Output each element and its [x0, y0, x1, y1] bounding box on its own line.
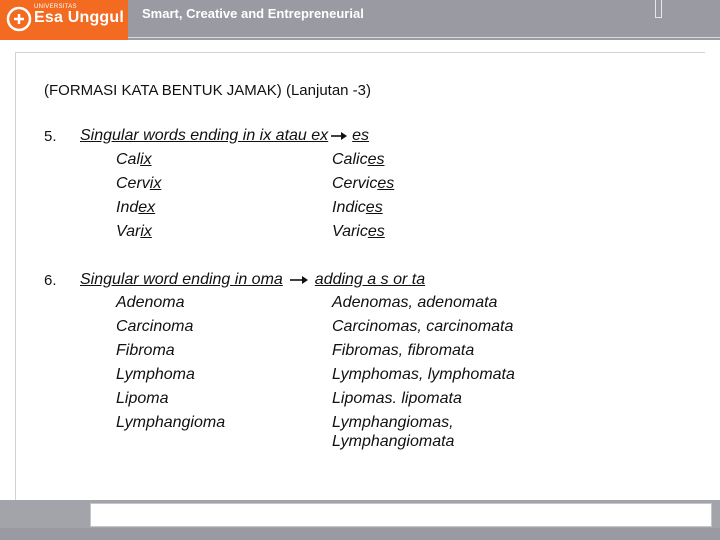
singular-varix: Varix [116, 223, 152, 240]
logo-name: Esa Unggul [34, 9, 125, 26]
section-5-number: 5. [44, 128, 57, 145]
plural-term-continuation: Lymphangiomata [332, 433, 455, 450]
plural-calices: Calices [332, 151, 385, 168]
plural-indices: Indices [332, 199, 383, 216]
plural-term: Carcinomas, carcinomata [332, 318, 514, 335]
plural-varices: Varices [332, 223, 385, 240]
right-arrow-icon [286, 275, 312, 285]
logo-subtext: UNIVERSITAS [34, 4, 77, 10]
section-6-heading-left: Singular word ending in oma [80, 271, 283, 288]
plural-term: Lymphangiomas, [332, 414, 454, 431]
right-arrow-icon [331, 131, 349, 141]
plural-cervices: Cervices [332, 175, 395, 192]
section-6-heading [80, 271, 425, 289]
singular-term: Lymphangioma [116, 414, 226, 431]
plural-term: Lipomas. lipomata [332, 390, 462, 407]
section-6-number: 6. [44, 272, 57, 289]
frame-left-line [15, 52, 16, 517]
singular-term: Fibroma [116, 342, 175, 359]
slide-title: (FORMASI KATA BENTUK JAMAK) (Lanjutan -3) [44, 82, 372, 99]
university-logo [0, 0, 128, 40]
plural-term: Lymphomas, lymphomata [332, 366, 515, 383]
footer-panel [90, 503, 712, 527]
plural-term: Fibromas, fibromata [332, 342, 475, 359]
plural-term: Adenomas, adenomata [332, 294, 498, 311]
logo-emblem-icon [6, 6, 32, 32]
singular-index: Index [116, 199, 156, 216]
singular-term: Carcinoma [116, 318, 194, 335]
singular-term: Adenoma [116, 294, 185, 311]
singular-calix: Calix [116, 151, 152, 168]
section-5-heading [80, 127, 369, 145]
singular-term: Lipoma [116, 390, 169, 407]
section-5-heading-right: es [352, 127, 370, 144]
footer-strip [0, 528, 720, 540]
frame-top-line [15, 52, 705, 53]
section-6-heading-right: adding a s or ta [314, 271, 426, 288]
section-5-heading-left: Singular words ending in ix atau ex [80, 127, 329, 144]
header-divider [128, 37, 720, 38]
header-decor-box [655, 0, 662, 18]
tagline: Smart, Creative and Entrepreneurial [142, 6, 364, 21]
singular-cervix: Cervix [116, 175, 162, 192]
singular-term: Lymphoma [116, 366, 195, 383]
